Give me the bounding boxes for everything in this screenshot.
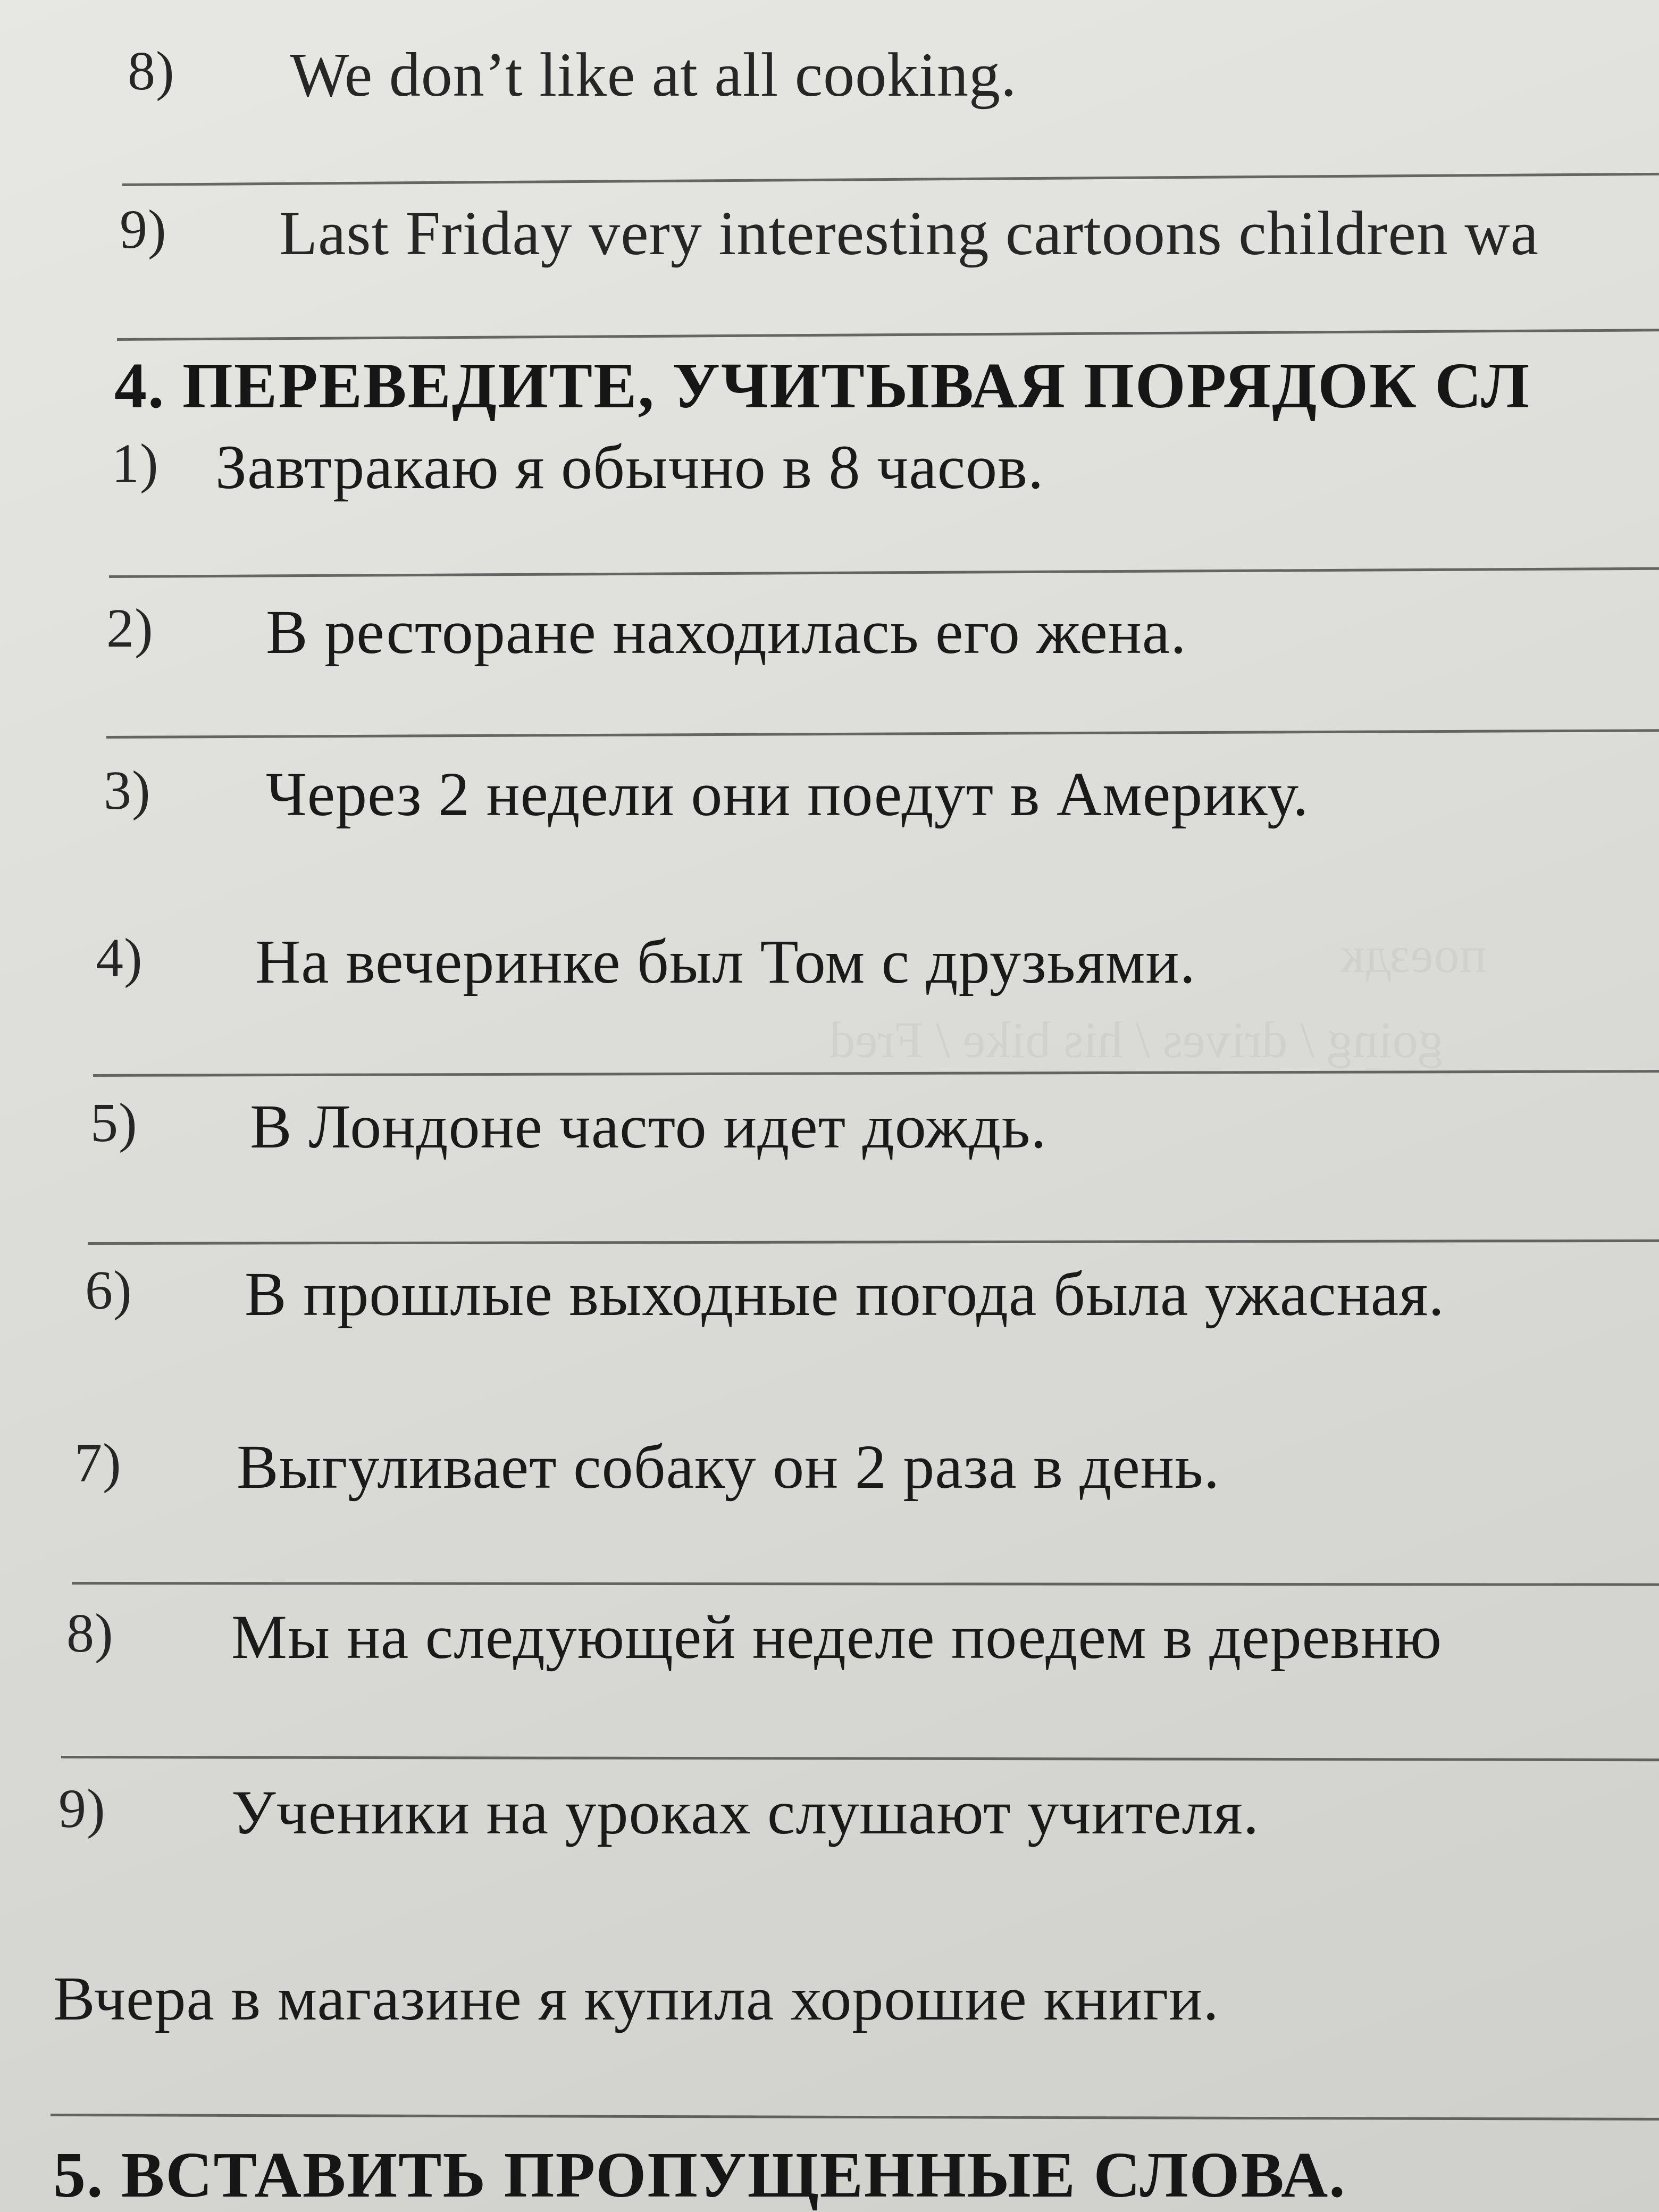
answer-line — [122, 173, 1659, 186]
sentence-text: Вчера в магазине я купила хорошие книги. — [53, 1964, 1219, 2033]
item-number: 4) — [96, 927, 143, 988]
section5-heading: 5. ВСТАВИТЬ ПРОПУЩЕННЫЕ СЛОВА. — [53, 2139, 1346, 2211]
item-number: 8) — [66, 1603, 114, 1664]
section4-heading: 4. ПЕРЕВЕДИТЕ, УЧИТЫВАЯ ПОРЯДОК СЛ — [114, 350, 1531, 422]
item-number: 7) — [74, 1432, 122, 1494]
item-number: 6) — [85, 1260, 132, 1321]
sentence-text: В прошлые выходные погода была ужасная. — [245, 1259, 1445, 1329]
sentence-text: Выгуливает собаку он 2 раза в день. — [237, 1432, 1220, 1502]
show-through-text: going / drives / his bike / Fred — [830, 1011, 1444, 1068]
sentence-text: Мы на следующей неделе поедем в деревню — [231, 1602, 1443, 1672]
sentence-text: На вечеринке был Том с друзьями. — [255, 927, 1196, 996]
sentence-text: We don’t like at all cooking. — [290, 40, 1017, 110]
sentence-text: В Лондоне часто идет дождь. — [250, 1092, 1047, 1161]
sentence-text: Через 2 недели они поедут в Америку. — [266, 759, 1309, 829]
answer-line — [88, 1239, 1659, 1245]
item-number: 3) — [104, 760, 151, 821]
answer-line — [106, 729, 1659, 739]
answer-line — [109, 567, 1659, 578]
answer-line — [51, 2114, 1659, 2121]
sentence-text: Last Friday very interesting cartoons children wa — [279, 198, 1539, 268]
answer-line — [93, 1070, 1659, 1077]
sentence-text: Ученики на уроках слушают учителя. — [231, 1778, 1260, 1847]
item-number: 9) — [58, 1778, 106, 1839]
answer-line — [117, 329, 1659, 341]
item-number: 2) — [106, 598, 154, 659]
answer-line — [72, 1582, 1659, 1586]
sentence-text: В ресторане находилась его жена. — [266, 597, 1187, 667]
item-number: 8) — [128, 40, 175, 102]
item-number: 5) — [90, 1092, 138, 1153]
answer-line — [61, 1756, 1659, 1761]
sentence-text: Завтракаю я обычно в 8 часов. — [215, 432, 1044, 502]
item-number: 1) — [112, 433, 159, 494]
item-number: 9) — [120, 199, 167, 260]
show-through-text: поездк — [1340, 926, 1487, 983]
